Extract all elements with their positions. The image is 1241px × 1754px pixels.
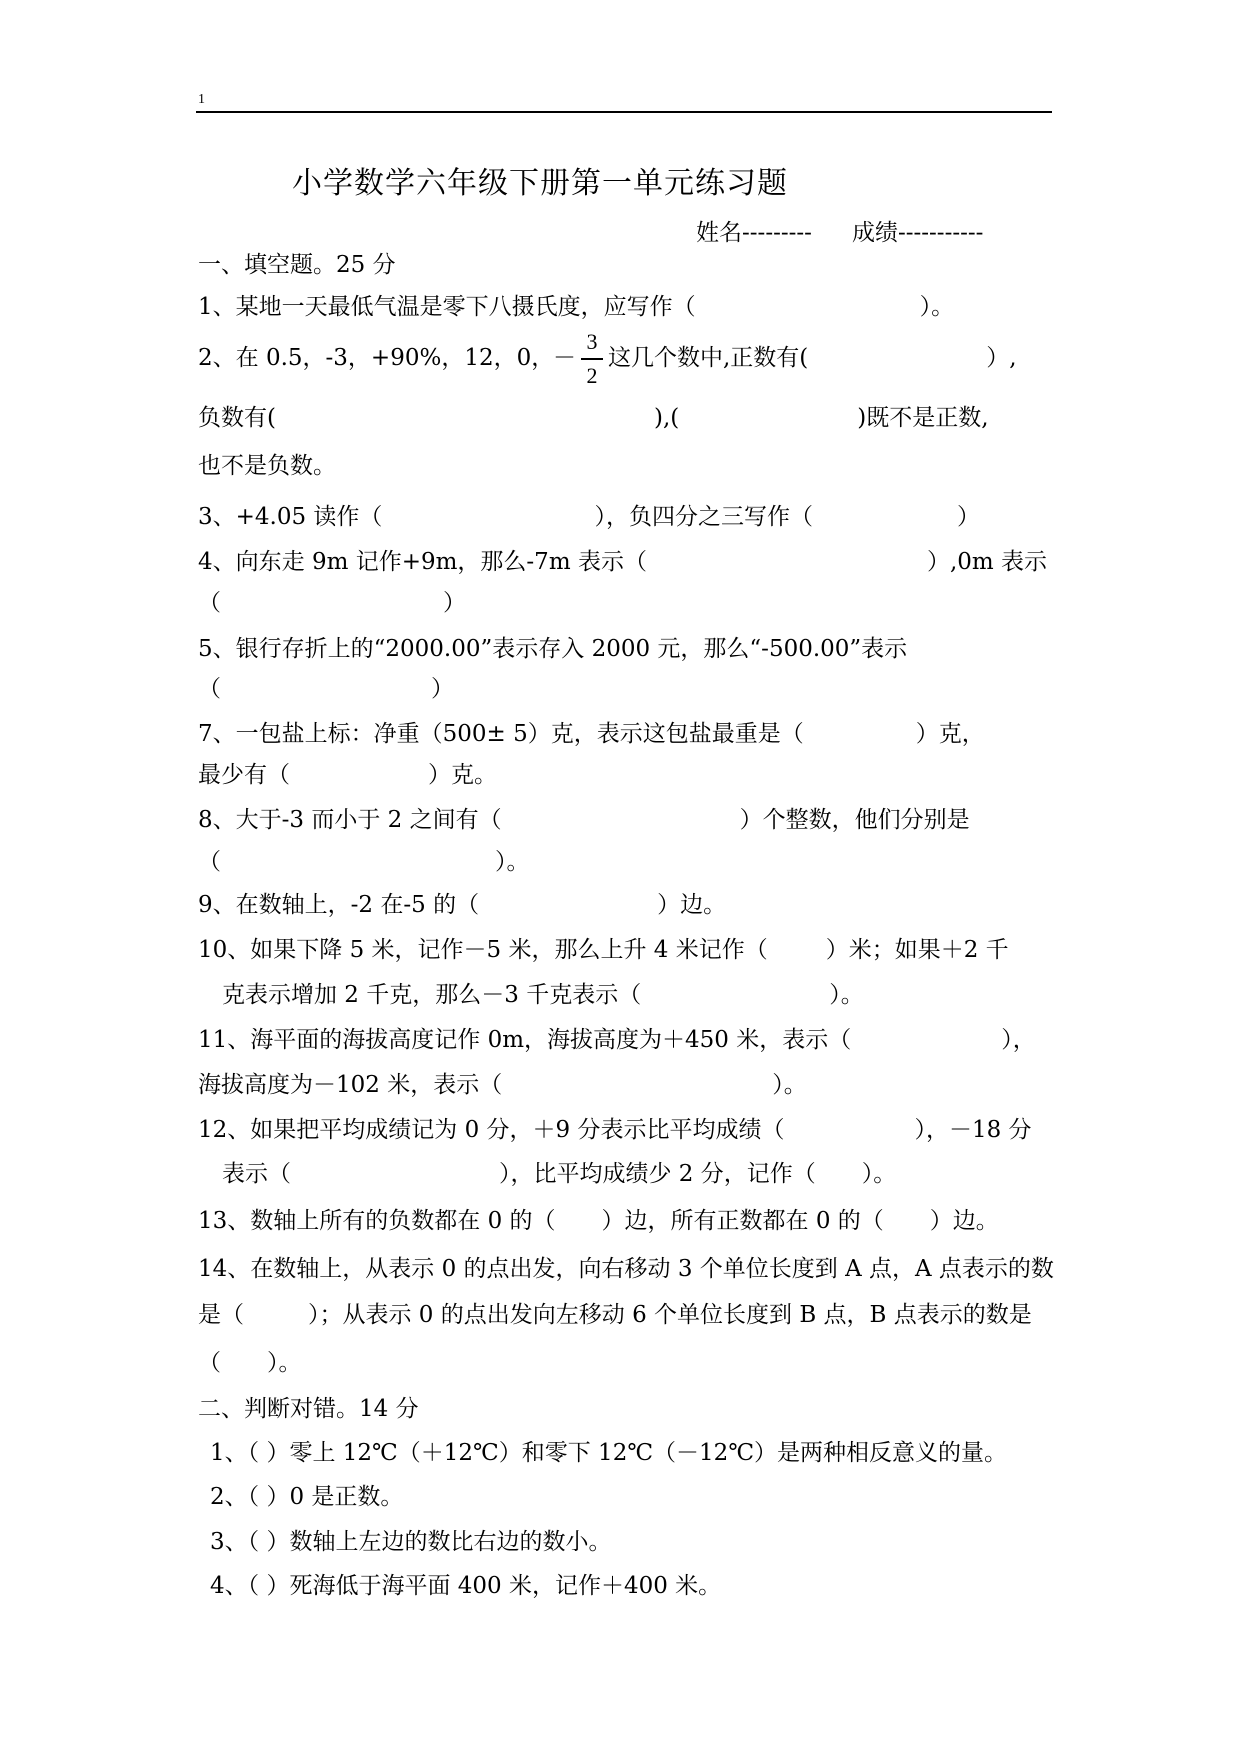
judge-item-2[interactable]: 2、（ ）0 是正数。 <box>210 1484 404 1510</box>
question-12-line-2: 表示（ ），比平均成绩少 2 分，记作（ ）。 <box>222 1161 897 1187</box>
judge-item-3[interactable]: 3、（ ）数轴上左边的数比右边的数小。 <box>210 1529 612 1555</box>
question-4-line-2: （ ） <box>198 590 466 616</box>
name-field-label[interactable]: 姓名--------- <box>696 220 812 246</box>
question-9: 9、在数轴上，-2 在-5 的（ ）边。 <box>198 892 727 918</box>
question-8-line-1: 8、大于-3 而小于 2 之间有（ ）个整数，他们分别是 <box>198 807 970 833</box>
question-5-line-1: 5、银行存折上的“2000.00”表示存入 2000 元，那么“-500.00”表示 <box>198 636 908 662</box>
section-heading-judge: 二、判断对错。14 分 <box>198 1396 419 1422</box>
question-13: 13、数轴上所有的负数都在 0 的（ ）边，所有正数都在 0 的（ ）边。 <box>198 1208 999 1234</box>
question-7-line-2: 最少有（ ）克。 <box>198 762 497 788</box>
page-title: 小学数学六年级下册第一单元练习题 <box>292 166 788 201</box>
student-info <box>696 214 983 247</box>
page-number: 1 <box>198 92 205 107</box>
header-rule <box>196 111 1052 113</box>
question-2-line-2: 负数有( ),( )既不是正数, <box>198 405 989 431</box>
question-11-line-2: 海拔高度为－102 米，表示（ ）。 <box>198 1072 807 1098</box>
question-10-line-2: 克表示增加 2 千克，那么－3 千克表示（ ）。 <box>222 982 864 1008</box>
question-14-line-3: （ ）。 <box>198 1350 302 1376</box>
score-field-label[interactable]: 成绩----------- <box>851 220 984 246</box>
question-3: 3、+4.05 读作（ ），负四分之三写作（ ） <box>198 504 980 530</box>
judge-item-1[interactable]: 1、（ ）零上 12℃（＋12℃）和零下 12℃（－12℃）是两种相反意义的量。 <box>210 1440 1008 1466</box>
question-8-line-2: （ ）。 <box>198 849 530 875</box>
question-12-line-1: 12、如果把平均成绩记为 0 分，＋9 分表示比平均成绩（ ），－18 分 <box>198 1117 1032 1143</box>
section-heading-fill: 一、填空题。25 分 <box>198 252 396 278</box>
minus-sign: － <box>553 345 576 371</box>
question-2-line-1b: 这几个数中,正数有( ）, <box>608 345 1017 371</box>
question-2-line-3: 也不是负数。 <box>198 453 336 479</box>
question-4-line-1: 4、向东走 9m 记作+9m，那么-7m 表示（ ）,0m 表示 <box>198 549 1048 575</box>
question-14-line-2: 是（ ）；从表示 0 的点出发向左移动 6 个单位长度到 B 点，B 点表示的数是 <box>198 1302 1032 1328</box>
fraction-three-halves: 3 2 <box>581 327 603 391</box>
question-11-line-1: 11、海平面的海拔高度记作 0m，海拔高度为＋450 米，表示（ ）， <box>198 1027 1036 1053</box>
question-2-line-1: 2、在 0.5，-3，+90%，12，0， <box>198 345 555 371</box>
judge-item-4[interactable]: 4、（ ）死海低于海平面 400 米，记作＋400 米。 <box>210 1573 722 1599</box>
question-1: 1、某地一天最低气温是零下八摄氏度，应写作（ ）。 <box>198 294 955 320</box>
question-5-line-2: （ ） <box>198 676 454 702</box>
question-14-line-1: 14、在数轴上，从表示 0 的点出发，向右移动 3 个单位长度到 A 点，A 点表示的数 <box>198 1256 1054 1282</box>
question-10-line-1: 10、如果下降 5 米，记作－5 米，那么上升 4 米记作（ ）米；如果＋2 千 <box>198 937 1009 963</box>
question-7-line-1: 7、一包盐上标：净重（500± 5）克，表示这包盐最重是（ ）克， <box>198 721 985 747</box>
